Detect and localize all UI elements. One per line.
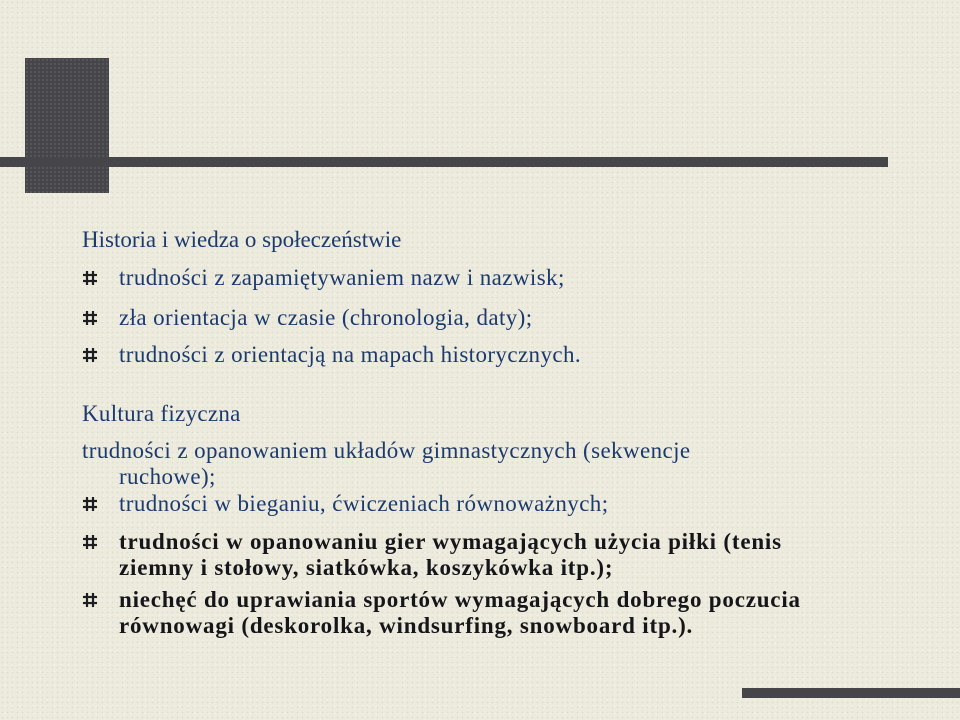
- paragraph-line-continuation: ruchowe);: [119, 464, 216, 489]
- list-item-text: [119, 529, 879, 581]
- hash-bullet-icon: [82, 496, 98, 512]
- hash-bullet-icon: [82, 270, 98, 286]
- decorative-line-top: [0, 157, 888, 167]
- section-heading-history: Historia i wiedza o społeczeństwie: [82, 227, 402, 252]
- list-item-text: trudności w bieganiu, ćwiczeniach równoważnych;: [119, 491, 609, 516]
- section-heading-pe: Kultura fizyczna: [82, 401, 241, 426]
- hash-bullet-icon: [82, 310, 98, 326]
- list-item-line-continuation: ziemny i stołowy, siatkówka, koszykówka itp.);: [119, 555, 614, 580]
- list-item-line: niechęć do uprawiania sportów wymagających dobrego poczucia: [119, 587, 801, 612]
- paragraph-line: trudności z opanowaniem układów gimnastycznych (sekwencje: [82, 438, 691, 463]
- section-paragraph: [82, 438, 842, 490]
- hash-bullet-icon: [82, 347, 98, 363]
- list-item-text: trudności z orientacją na mapach historycznych.: [119, 342, 582, 367]
- decorative-line-bottom: [742, 688, 960, 698]
- list-item-line: trudności w opanowaniu gier wymagających użycia piłki (tenis: [119, 529, 782, 554]
- hash-bullet-icon: [82, 534, 98, 550]
- list-item-text: zła orientacja w czasie (chronologia, daty);: [119, 305, 533, 330]
- list-item-line-continuation: równowagi (deskorolka, windsurfing, snowboard itp.).: [119, 613, 694, 638]
- decorative-square: [25, 58, 109, 193]
- hash-bullet-icon: [82, 592, 98, 608]
- list-item-text: trudności z zapamiętywaniem nazw i nazwisk;: [119, 265, 565, 290]
- list-item-text: [119, 587, 879, 639]
